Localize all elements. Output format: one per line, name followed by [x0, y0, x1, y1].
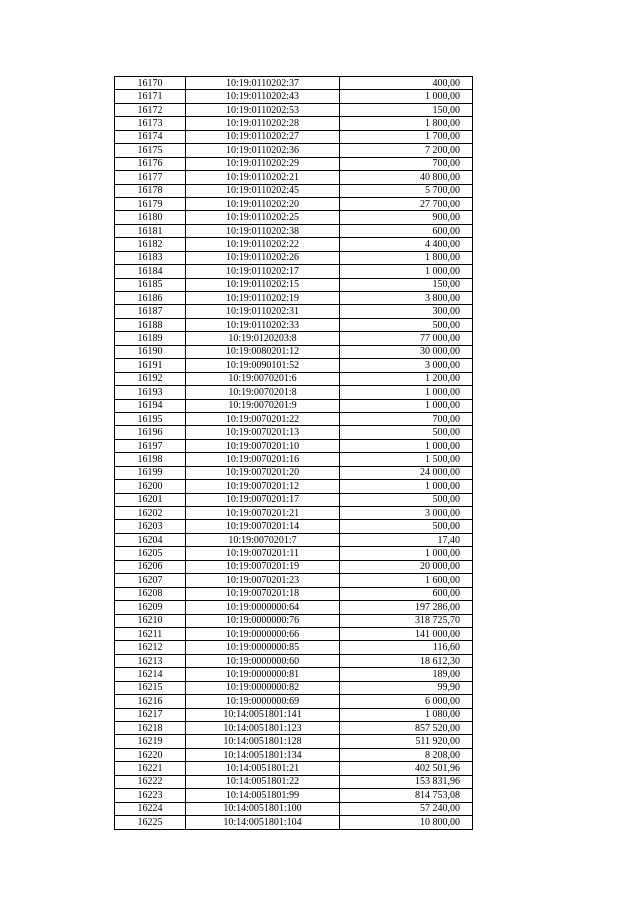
cadastral-number-cell: 10:19:0070201:6: [186, 372, 340, 385]
amount-cell: 8 208,00: [340, 748, 473, 761]
table-row: [115, 708, 473, 721]
table-row: [115, 789, 473, 802]
amount-cell: 1 800,00: [340, 251, 473, 264]
amount-cell: 318 725,70: [340, 614, 473, 627]
row-number-cell: 16189: [115, 332, 186, 345]
row-number-cell: 16208: [115, 587, 186, 600]
cadastral-number-cell: 10:19:0110202:27: [186, 130, 340, 143]
cadastral-number-cell: 10:19:0000000:66: [186, 627, 340, 640]
cadastral-number-cell: 10:19:0110202:29: [186, 157, 340, 170]
amount-cell: 1 800,00: [340, 117, 473, 130]
table-row: [115, 211, 473, 224]
cadastral-number-cell: 10:14:0051801:128: [186, 735, 340, 748]
amount-cell: 500,00: [340, 318, 473, 331]
table-row: [115, 144, 473, 157]
cadastral-number-cell: 10:19:0000000:85: [186, 641, 340, 654]
row-number-cell: 16175: [115, 144, 186, 157]
cadastral-number-cell: 10:19:0070201:19: [186, 560, 340, 573]
amount-cell: 1 500,00: [340, 453, 473, 466]
amount-cell: 30 000,00: [340, 345, 473, 358]
table-row: [115, 90, 473, 103]
cadastral-number-cell: 10:14:0051801:123: [186, 722, 340, 735]
cadastral-number-cell: 10:19:0110202:28: [186, 117, 340, 130]
amount-cell: 402 501,96: [340, 762, 473, 775]
amount-cell: 500,00: [340, 426, 473, 439]
cadastral-number-cell: 10:14:0051801:99: [186, 789, 340, 802]
row-number-cell: 16192: [115, 372, 186, 385]
row-number-cell: 16199: [115, 466, 186, 479]
row-number-cell: 16207: [115, 574, 186, 587]
table-row: [115, 197, 473, 210]
cadastral-number-cell: 10:19:0000000:69: [186, 695, 340, 708]
row-number-cell: 16210: [115, 614, 186, 627]
table-row: [115, 332, 473, 345]
amount-cell: 700,00: [340, 157, 473, 170]
row-number-cell: 16219: [115, 735, 186, 748]
amount-cell: 3 800,00: [340, 292, 473, 305]
amount-cell: 700,00: [340, 412, 473, 425]
cadastral-number-cell: 10:14:0051801:21: [186, 762, 340, 775]
cadastral-number-cell: 10:19:0000000:81: [186, 668, 340, 681]
amount-cell: 1 000,00: [340, 439, 473, 452]
row-number-cell: 16206: [115, 560, 186, 573]
amount-cell: 1 000,00: [340, 480, 473, 493]
cadastral-number-cell: 10:19:0110202:19: [186, 292, 340, 305]
cadastral-number-cell: 10:14:0051801:22: [186, 775, 340, 788]
row-number-cell: 16202: [115, 507, 186, 520]
row-number-cell: 16170: [115, 77, 186, 90]
cadastral-number-cell: 10:19:0070201:18: [186, 587, 340, 600]
cadastral-number-cell: 10:19:0070201:22: [186, 412, 340, 425]
table-row: [115, 587, 473, 600]
table-row: [115, 681, 473, 694]
row-number-cell: 16185: [115, 278, 186, 291]
table-row: [115, 184, 473, 197]
cadastral-number-cell: 10:19:0070201:14: [186, 520, 340, 533]
row-number-cell: 16205: [115, 547, 186, 560]
table-row: [115, 439, 473, 452]
amount-cell: 189,00: [340, 668, 473, 681]
cadastral-number-cell: 10:19:0110202:31: [186, 305, 340, 318]
row-number-cell: 16215: [115, 681, 186, 694]
table-row: [115, 238, 473, 251]
table-row: [115, 265, 473, 278]
row-number-cell: 16225: [115, 816, 186, 829]
table-row: [115, 507, 473, 520]
cadastral-number-cell: 10:19:0120203:8: [186, 332, 340, 345]
row-number-cell: 16191: [115, 359, 186, 372]
amount-cell: 10 800,00: [340, 816, 473, 829]
cadastral-number-cell: 10:19:0110202:37: [186, 77, 340, 90]
row-number-cell: 16198: [115, 453, 186, 466]
row-number-cell: 16176: [115, 157, 186, 170]
row-number-cell: 16204: [115, 533, 186, 546]
table-row: [115, 453, 473, 466]
row-number-cell: 16174: [115, 130, 186, 143]
amount-cell: 5 700,00: [340, 184, 473, 197]
row-number-cell: 16187: [115, 305, 186, 318]
amount-cell: 99,90: [340, 681, 473, 694]
cadastral-number-cell: 10:19:0070201:7: [186, 533, 340, 546]
cadastral-number-cell: 10:19:0090101:52: [186, 359, 340, 372]
row-number-cell: 16195: [115, 412, 186, 425]
amount-cell: 150,00: [340, 278, 473, 291]
amount-cell: 4 400,00: [340, 238, 473, 251]
row-number-cell: 16201: [115, 493, 186, 506]
amount-cell: 3 000,00: [340, 507, 473, 520]
row-number-cell: 16173: [115, 117, 186, 130]
row-number-cell: 16216: [115, 695, 186, 708]
amount-cell: 197 286,00: [340, 601, 473, 614]
table-row: [115, 614, 473, 627]
table-row: [115, 735, 473, 748]
table-row: [115, 318, 473, 331]
row-number-cell: 16194: [115, 399, 186, 412]
table-body: [115, 77, 473, 830]
cadastral-number-cell: 10:19:0110202:36: [186, 144, 340, 157]
amount-cell: 511 920,00: [340, 735, 473, 748]
table-row: [115, 466, 473, 479]
amount-cell: 600,00: [340, 587, 473, 600]
amount-cell: 400,00: [340, 77, 473, 90]
cadastral-number-cell: 10:19:0000000:60: [186, 654, 340, 667]
row-number-cell: 16190: [115, 345, 186, 358]
amount-cell: 857 520,00: [340, 722, 473, 735]
amount-cell: 1 700,00: [340, 130, 473, 143]
cadastral-number-cell: 10:19:0000000:82: [186, 681, 340, 694]
cadastral-number-cell: 10:19:0110202:17: [186, 265, 340, 278]
data-table: [114, 76, 473, 830]
amount-cell: 1 000,00: [340, 386, 473, 399]
row-number-cell: 16177: [115, 171, 186, 184]
amount-cell: 3 000,00: [340, 359, 473, 372]
table-row: [115, 493, 473, 506]
table-row: [115, 103, 473, 116]
cadastral-number-cell: 10:19:0000000:64: [186, 601, 340, 614]
amount-cell: 57 240,00: [340, 802, 473, 815]
cadastral-number-cell: 10:19:0110202:45: [186, 184, 340, 197]
table-row: [115, 547, 473, 560]
table-row: [115, 292, 473, 305]
table-row: [115, 224, 473, 237]
cadastral-number-cell: 10:14:0051801:134: [186, 748, 340, 761]
amount-cell: 500,00: [340, 520, 473, 533]
amount-cell: 24 000,00: [340, 466, 473, 479]
table-row: [115, 722, 473, 735]
table-row: [115, 480, 473, 493]
amount-cell: 814 753,08: [340, 789, 473, 802]
table-row: [115, 412, 473, 425]
amount-cell: 20 000,00: [340, 560, 473, 573]
cadastral-number-cell: 10:19:0110202:26: [186, 251, 340, 264]
cadastral-number-cell: 10:19:0110202:53: [186, 103, 340, 116]
cadastral-number-cell: 10:19:0070201:20: [186, 466, 340, 479]
table-row: [115, 520, 473, 533]
cadastral-number-cell: 10:19:0110202:15: [186, 278, 340, 291]
table-row: [115, 654, 473, 667]
table-row: [115, 627, 473, 640]
table-row: [115, 372, 473, 385]
row-number-cell: 16223: [115, 789, 186, 802]
cadastral-number-cell: 10:19:0070201:8: [186, 386, 340, 399]
cadastral-number-cell: 10:19:0070201:17: [186, 493, 340, 506]
table-row: [115, 748, 473, 761]
table-row: [115, 117, 473, 130]
amount-cell: 1 600,00: [340, 574, 473, 587]
cadastral-number-cell: 10:19:0070201:23: [186, 574, 340, 587]
amount-cell: 141 000,00: [340, 627, 473, 640]
table-row: [115, 305, 473, 318]
amount-cell: 300,00: [340, 305, 473, 318]
cadastral-number-cell: 10:19:0070201:12: [186, 480, 340, 493]
row-number-cell: 16221: [115, 762, 186, 775]
cadastral-number-cell: 10:19:0110202:21: [186, 171, 340, 184]
row-number-cell: 16218: [115, 722, 186, 735]
row-number-cell: 16182: [115, 238, 186, 251]
row-number-cell: 16222: [115, 775, 186, 788]
row-number-cell: 16193: [115, 386, 186, 399]
amount-cell: 900,00: [340, 211, 473, 224]
amount-cell: 7 200,00: [340, 144, 473, 157]
table-row: [115, 278, 473, 291]
row-number-cell: 16197: [115, 439, 186, 452]
table-row: [115, 359, 473, 372]
amount-cell: 1 000,00: [340, 399, 473, 412]
table-row: [115, 641, 473, 654]
cadastral-number-cell: 10:19:0070201:16: [186, 453, 340, 466]
amount-cell: 27 700,00: [340, 197, 473, 210]
table-row: [115, 426, 473, 439]
amount-cell: 1 000,00: [340, 90, 473, 103]
table-row: [115, 775, 473, 788]
table-row: [115, 802, 473, 815]
cadastral-number-cell: 10:14:0051801:100: [186, 802, 340, 815]
row-number-cell: 16186: [115, 292, 186, 305]
row-number-cell: 16213: [115, 654, 186, 667]
cadastral-number-cell: 10:19:0070201:11: [186, 547, 340, 560]
cadastral-number-cell: 10:19:0110202:38: [186, 224, 340, 237]
table-row: [115, 574, 473, 587]
row-number-cell: 16184: [115, 265, 186, 278]
table-row: [115, 251, 473, 264]
table-row: [115, 560, 473, 573]
table-row: [115, 668, 473, 681]
cadastral-number-cell: 10:19:0110202:33: [186, 318, 340, 331]
cadastral-number-cell: 10:19:0080201:12: [186, 345, 340, 358]
row-number-cell: 16180: [115, 211, 186, 224]
cadastral-number-cell: 10:14:0051801:104: [186, 816, 340, 829]
row-number-cell: 16212: [115, 641, 186, 654]
amount-cell: 500,00: [340, 493, 473, 506]
table-row: [115, 171, 473, 184]
amount-cell: 77 000,00: [340, 332, 473, 345]
table-row: [115, 399, 473, 412]
row-number-cell: 16179: [115, 197, 186, 210]
cadastral-number-cell: 10:19:0110202:25: [186, 211, 340, 224]
row-number-cell: 16172: [115, 103, 186, 116]
cadastral-number-cell: 10:19:0000000:76: [186, 614, 340, 627]
cadastral-number-cell: 10:19:0110202:20: [186, 197, 340, 210]
row-number-cell: 16214: [115, 668, 186, 681]
row-number-cell: 16224: [115, 802, 186, 815]
amount-cell: 17,40: [340, 533, 473, 546]
table-row: [115, 345, 473, 358]
cadastral-number-cell: 10:19:0070201:9: [186, 399, 340, 412]
amount-cell: 600,00: [340, 224, 473, 237]
row-number-cell: 16209: [115, 601, 186, 614]
table-row: [115, 601, 473, 614]
amount-cell: 153 831,96: [340, 775, 473, 788]
amount-cell: 6 000,00: [340, 695, 473, 708]
amount-cell: 40 800,00: [340, 171, 473, 184]
table-row: [115, 77, 473, 90]
row-number-cell: 16196: [115, 426, 186, 439]
row-number-cell: 16217: [115, 708, 186, 721]
amount-cell: 1 000,00: [340, 265, 473, 278]
table-row: [115, 533, 473, 546]
row-number-cell: 16220: [115, 748, 186, 761]
table-row: [115, 157, 473, 170]
row-number-cell: 16188: [115, 318, 186, 331]
amount-cell: 116,60: [340, 641, 473, 654]
amount-cell: 1 200,00: [340, 372, 473, 385]
row-number-cell: 16178: [115, 184, 186, 197]
row-number-cell: 16181: [115, 224, 186, 237]
cadastral-number-cell: 10:19:0110202:22: [186, 238, 340, 251]
table-row: [115, 816, 473, 829]
cadastral-number-cell: 10:19:0110202:43: [186, 90, 340, 103]
row-number-cell: 16183: [115, 251, 186, 264]
table-row: [115, 695, 473, 708]
cadastral-number-cell: 10:19:0070201:13: [186, 426, 340, 439]
row-number-cell: 16203: [115, 520, 186, 533]
row-number-cell: 16171: [115, 90, 186, 103]
cadastral-number-cell: 10:19:0070201:10: [186, 439, 340, 452]
amount-cell: 1 080,00: [340, 708, 473, 721]
amount-cell: 18 612,30: [340, 654, 473, 667]
cadastral-number-cell: 10:14:0051801:141: [186, 708, 340, 721]
amount-cell: 1 000,00: [340, 547, 473, 560]
cadastral-number-cell: 10:19:0070201:21: [186, 507, 340, 520]
table-row: [115, 386, 473, 399]
row-number-cell: 16211: [115, 627, 186, 640]
table-row: [115, 762, 473, 775]
row-number-cell: 16200: [115, 480, 186, 493]
table-row: [115, 130, 473, 143]
amount-cell: 150,00: [340, 103, 473, 116]
